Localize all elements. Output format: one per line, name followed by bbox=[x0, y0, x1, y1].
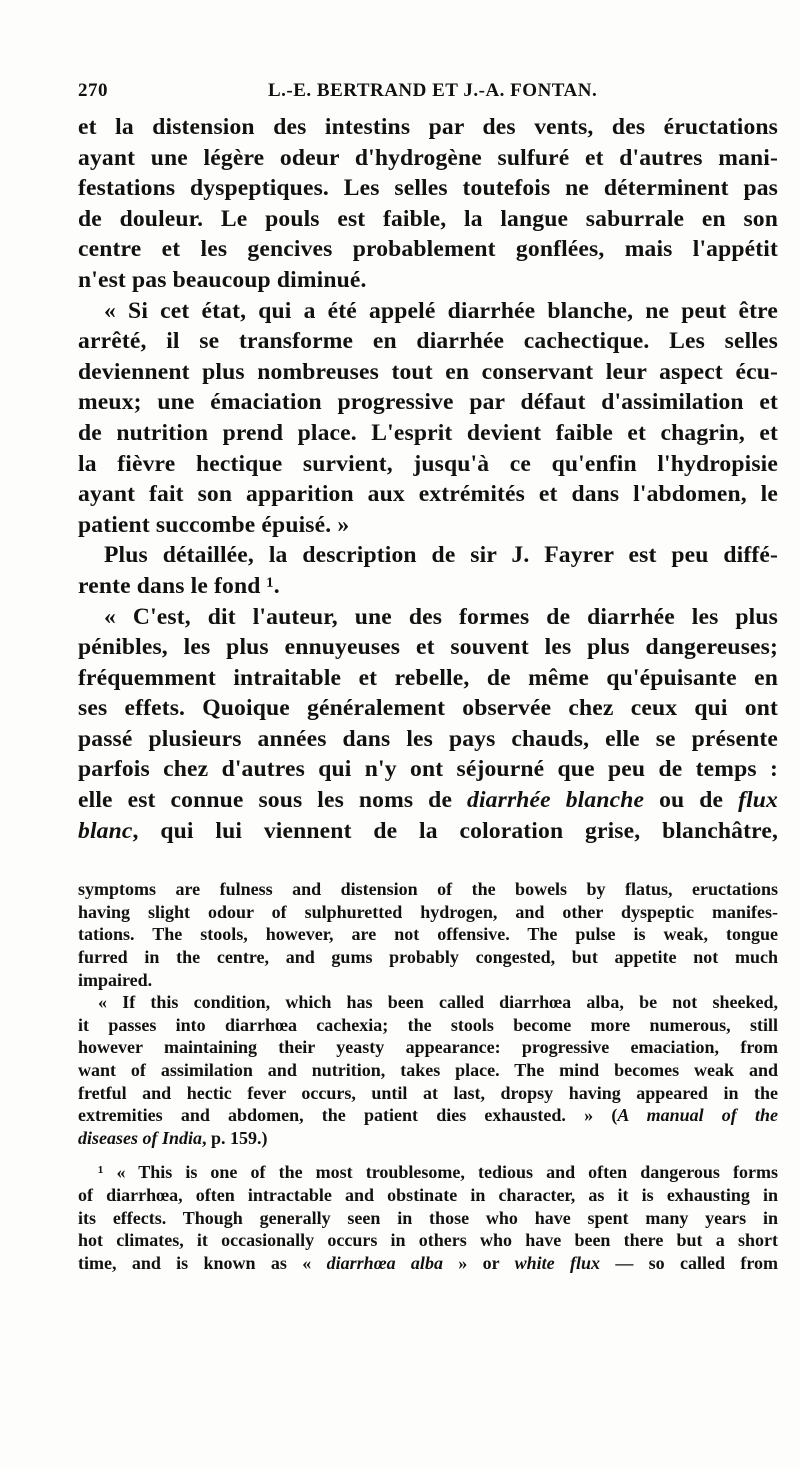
text-line: ayant une légère odeur d'hydrogène sulfuré et d'autres mani- bbox=[78, 144, 778, 171]
note-line: having slight odour of sulphuretted hydrogen, and other dyspeptic manifes- bbox=[78, 901, 778, 922]
note-line bbox=[78, 1252, 778, 1275]
text-span: time, and is known as « bbox=[78, 1252, 327, 1273]
text-line: passé plusieurs années dans les pays chauds, elle se présente bbox=[78, 725, 778, 752]
text-line: fréquemment intraitable et rebelle, de même qu'épuisante en bbox=[78, 664, 778, 691]
note-line: want of assimilation and nutrition, takes place. The mind becomes weak and bbox=[78, 1060, 778, 1080]
text-span: — so called from bbox=[600, 1252, 779, 1273]
text-span: » or bbox=[442, 1252, 515, 1273]
note-line: its effects. Though generally seen in those who have spent many years in bbox=[78, 1207, 778, 1228]
text-line: Plus détaillée, la description de sir J. Fayrer est peu diffé- bbox=[104, 542, 778, 569]
italic-term: diarrhœa alba bbox=[326, 1252, 443, 1273]
text-line: meux; une émaciation progressive par défaut d'assimilation et bbox=[78, 389, 778, 416]
note-line: « If this condition, which has been called diarrhœa alba, be not sheeked, bbox=[98, 992, 778, 1013]
italic-citation: A manual of the bbox=[617, 1105, 779, 1126]
note-line bbox=[78, 1104, 778, 1127]
note-line bbox=[78, 1127, 778, 1150]
text-line: arrêté, il se transforme en diarrhée cachectique. Les selles bbox=[78, 328, 778, 355]
text-span: , p. 159.) bbox=[202, 1127, 268, 1148]
text-span: , qui lui viennent de la coloration grise, blanchâtre, bbox=[132, 817, 778, 844]
note-line: fretful and hectic fever occurs, until at last, dropsy having appeared in the bbox=[78, 1082, 778, 1103]
note-separator bbox=[78, 1149, 778, 1161]
italic-term: flux bbox=[738, 787, 779, 814]
text-line: ses effets. Quoique généralement observée chez ceux qui ont bbox=[78, 695, 778, 722]
text-line: centre et les gencives probablement gonflées, mais l'appétit bbox=[78, 236, 778, 263]
footnotes bbox=[78, 878, 778, 1274]
text-line: la fièvre hectique survient, jusqu'à ce qu'enfin l'hydropisie bbox=[78, 450, 778, 477]
text-line: festations dyspeptiques. Les selles toutefois ne déterminent pas bbox=[78, 175, 778, 202]
main-text bbox=[78, 112, 778, 846]
italic-term: diarrhée blanche bbox=[467, 787, 645, 814]
running-title: L.-E. BERTRAND ET J.-A. FONTAN. bbox=[268, 80, 598, 101]
running-header bbox=[78, 72, 778, 112]
text-line bbox=[78, 785, 778, 816]
text-line: pénibles, les plus ennuyeuses et souvent les plus dangereuses; bbox=[78, 634, 778, 661]
text-line: ayant fait son apparition aux extrémités et dans l'abdomen, le bbox=[78, 481, 778, 508]
note-line: ¹ « This is one of the most troublesome, tedious and often dangerous forms bbox=[98, 1162, 778, 1183]
note-line: of diarrhœa, often intractable and obstinate in character, as it is exhausting in bbox=[78, 1184, 778, 1205]
page-number: 270 bbox=[78, 80, 108, 101]
text-line: deviennent plus nombreuses tout en conservant leur aspect écu- bbox=[78, 358, 778, 385]
text-line: patient succombe épuisé. » bbox=[78, 511, 350, 538]
note-line: it passes into diarrhœa cachexia; the stools become more numerous, still bbox=[78, 1014, 778, 1035]
text-line: « C'est, dit l'auteur, une des formes de diarrhée les plus bbox=[104, 603, 778, 630]
text-line: « Si cet état, qui a été appelé diarrhée blanche, ne peut être bbox=[104, 297, 778, 324]
note-line: furred in the centre, and gums probably congested, but appetite not much bbox=[78, 947, 778, 968]
text-line: rente dans le fond ¹. bbox=[78, 572, 280, 599]
note-line: tations. The stools, however, are not offensive. The pulse is weak, tongue bbox=[78, 924, 778, 945]
text-line: et la distension des intestins par des vents, des éructations bbox=[78, 114, 778, 140]
text-span: elle est connue sous les noms de bbox=[78, 787, 468, 814]
italic-citation: diseases of India bbox=[78, 1127, 203, 1148]
note-line: symptoms are fulness and distension of the bowels by flatus, eructations bbox=[78, 879, 778, 900]
italic-term: blanc bbox=[78, 817, 133, 844]
note-line: hot climates, it occasionally occurs in others who have been there but a short bbox=[78, 1230, 778, 1251]
note-line: however maintaining their yeasty appearance: progressive emaciation, from bbox=[78, 1037, 778, 1058]
text-span: ou de bbox=[644, 787, 739, 814]
text-line: de nutrition prend place. L'esprit devient faible et chagrin, et bbox=[78, 419, 778, 446]
text-span: extremities and abdomen, the patient dies exhausted. » ( bbox=[78, 1105, 618, 1126]
text-line: de douleur. Le pouls est faible, la langue saburrale en son bbox=[78, 205, 778, 232]
italic-term: white flux bbox=[514, 1252, 600, 1273]
text-line: n'est pas beaucoup diminué. bbox=[78, 266, 367, 293]
text-line: parfois chez d'autres qui n'y ont séjourné que peu de temps : bbox=[78, 756, 778, 783]
note-line: impaired. bbox=[78, 969, 153, 990]
text-line bbox=[78, 816, 778, 847]
